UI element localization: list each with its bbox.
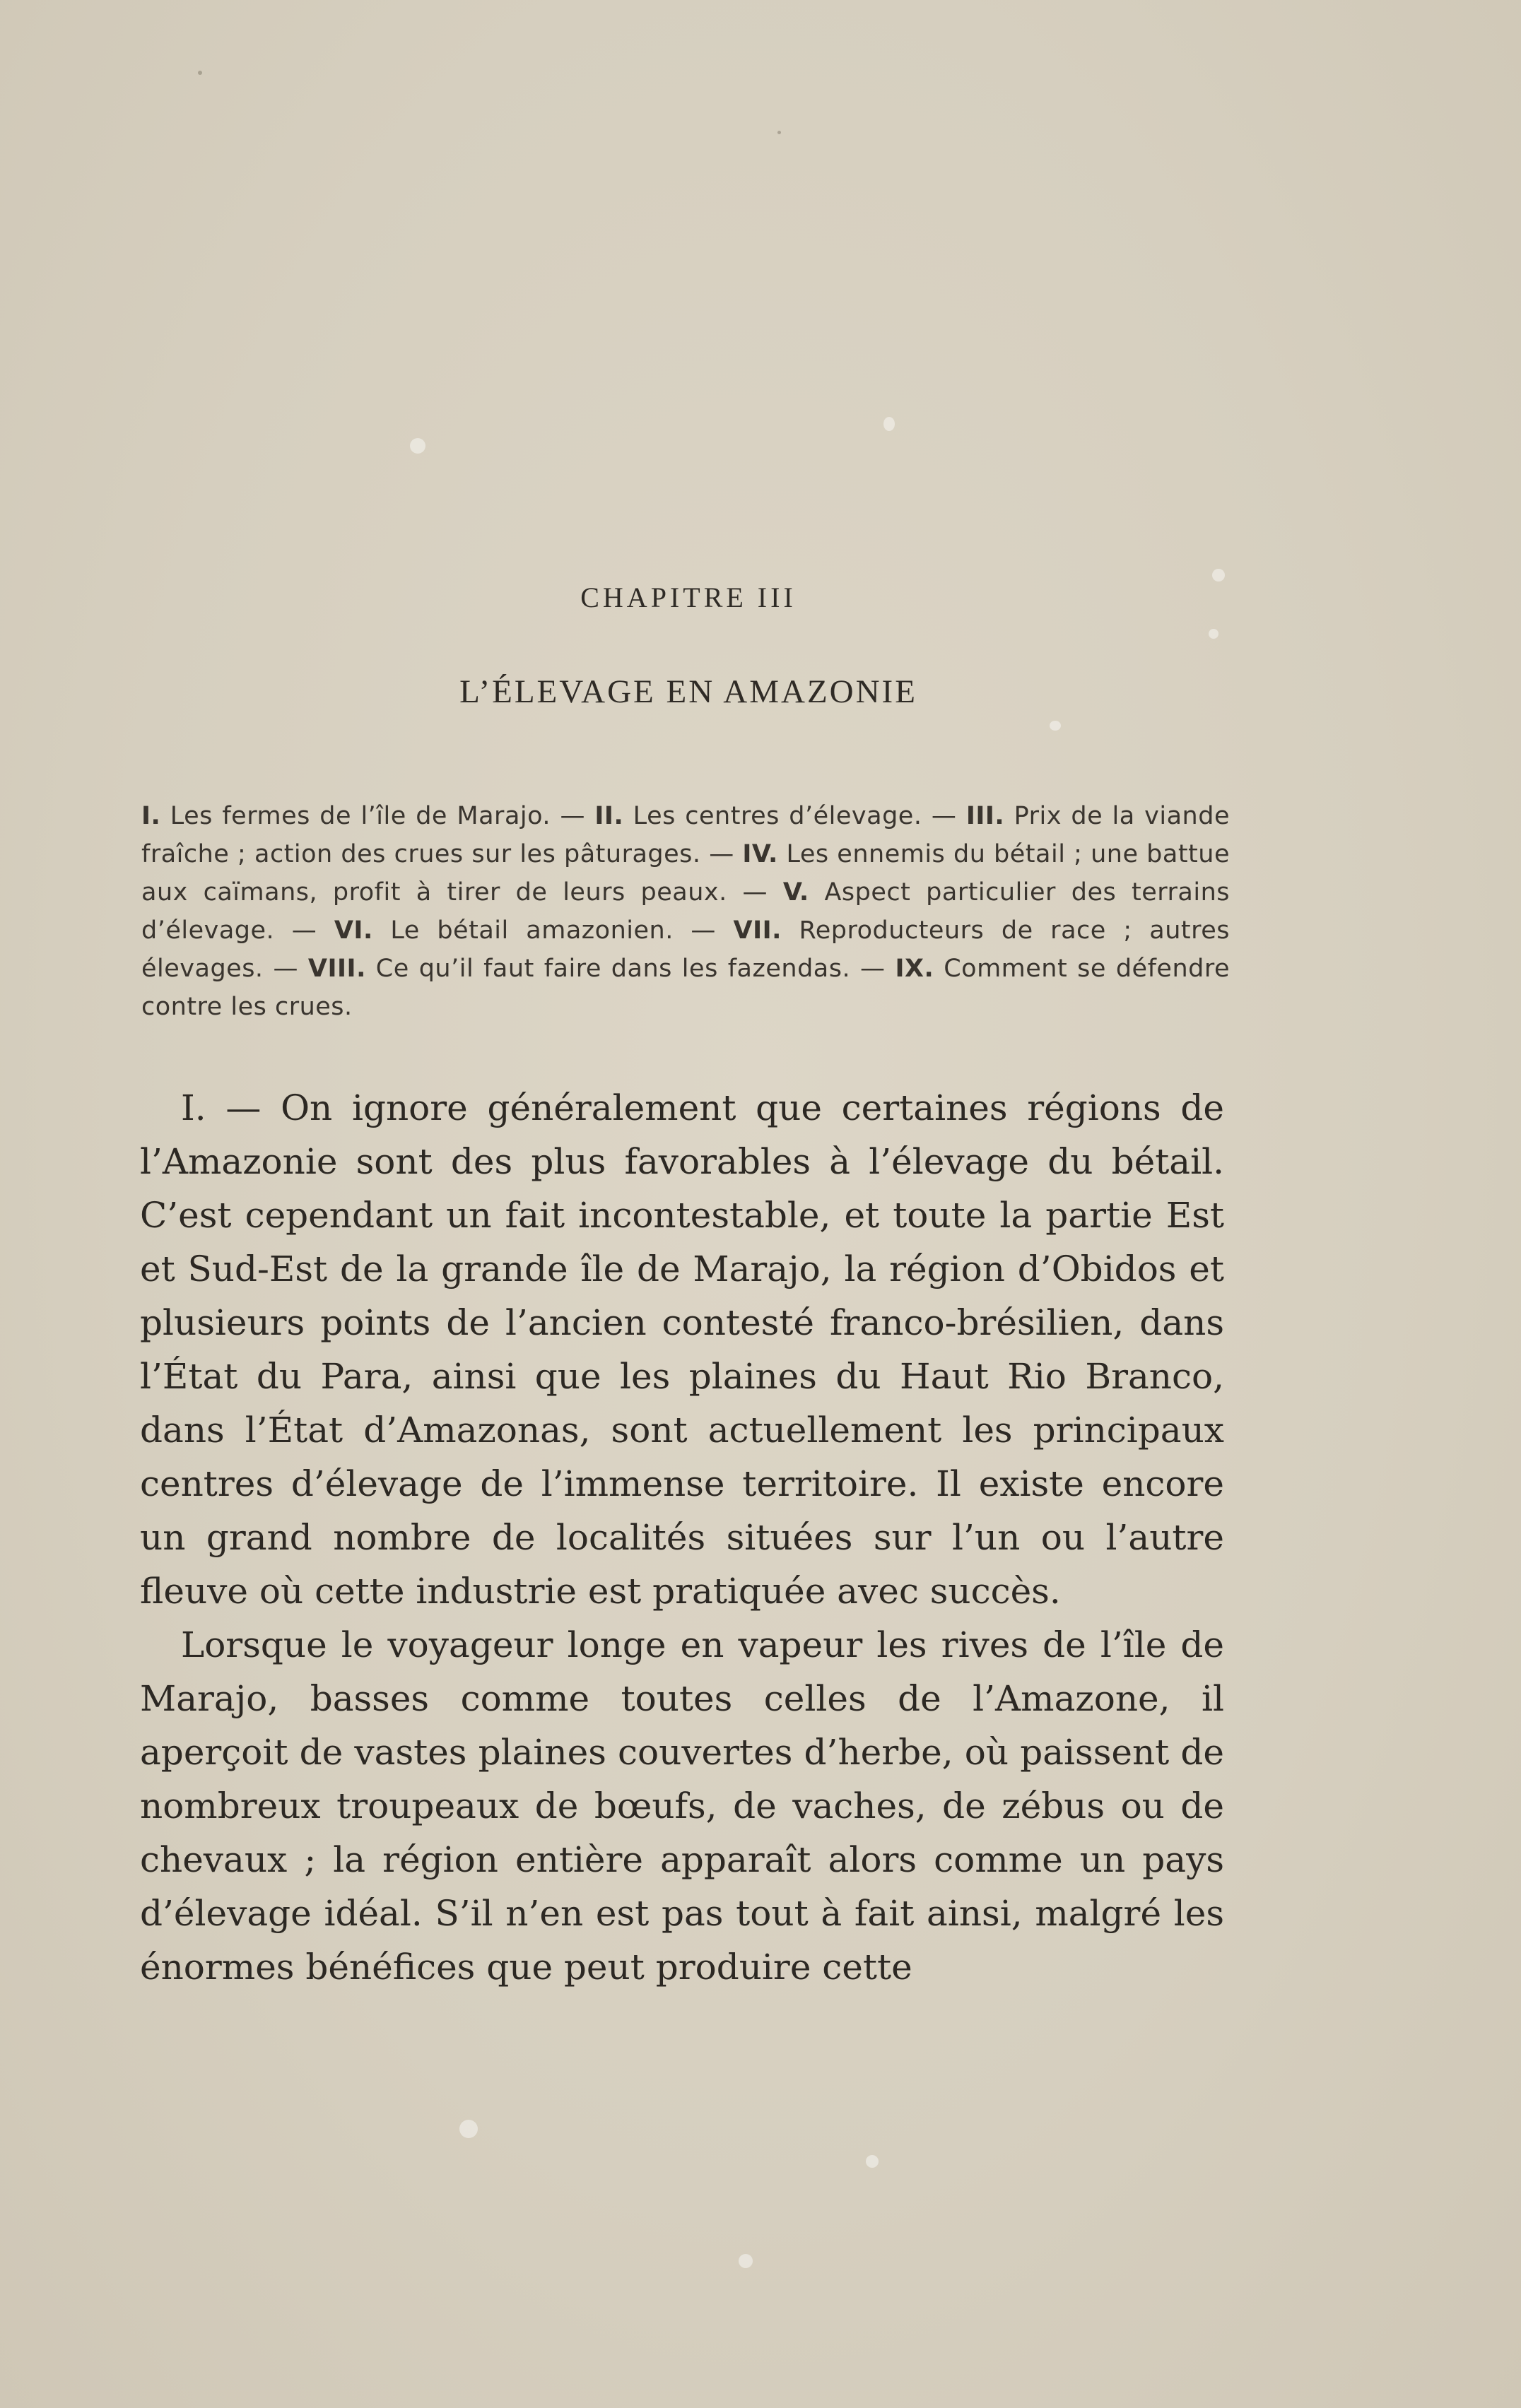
summary-text: Les centres d’élevage. —: [623, 802, 966, 830]
paper-speck: [866, 2155, 879, 2168]
paper-speck: [1209, 629, 1218, 639]
summary-text: Le bétail amazonien. —: [372, 916, 734, 945]
summary-number: VIII.: [307, 955, 366, 983]
body-text: [140, 1081, 1224, 1994]
paper-speck: [410, 438, 425, 454]
summary-text: Les fermes de l’île de Marajo. —: [160, 802, 595, 830]
paper-speck: [1050, 721, 1061, 731]
summary-number: II.: [594, 802, 624, 830]
summary-text: Aspect particulier des terrains d’élevage. —: [141, 878, 1230, 945]
paper-speck: [198, 71, 202, 75]
paper-speck: [1212, 569, 1225, 582]
summary-number: III.: [965, 802, 1005, 830]
summary-number: VII.: [733, 916, 782, 945]
summary-text: Prix de la viande fraîche ; action des crues sur les pâturages. —: [141, 802, 1230, 868]
summary-number: I.: [141, 802, 161, 830]
summary-text: Ce qu’il faut faire dans les fazendas. —: [365, 955, 895, 983]
summary-number: VI.: [334, 916, 373, 945]
paper-speck: [777, 131, 781, 134]
summary-number: V.: [782, 878, 809, 907]
summary-entry: [594, 802, 965, 830]
summary-entry: [308, 955, 895, 983]
paper-speck: [739, 2254, 753, 2268]
summary-number: IX.: [895, 955, 934, 983]
paper-speck: [459, 2120, 478, 2138]
paragraph: Lorsque le voyageur longe en vapeur les rives de l’île de Marajo, basses comme toutes celles de l’Amazone, il aperçoit de vastes plaines couvertes d’herbe, où paissent de nombreux troupeaux de bœufs, de vaches, de zébus ou de chevaux ; la région entière apparaît alors comme un pays d’élevage idéal. S’il n’en est pas tout à fait ainsi, malgré les énormes bénéfices que peut produire cette: [140, 1624, 1224, 1988]
summary-text: Comment se défendre contre les crues.: [141, 955, 1230, 1021]
chapter-title: L’ÉLEVAGE EN AMAZONIE: [459, 673, 917, 710]
summary-text: Les ennemis du bétail ; une battue aux caïmans, profit à tirer de leurs peaux. —: [141, 840, 1230, 907]
summary-entry: [334, 916, 734, 945]
summary-entry: [141, 802, 594, 830]
chapter-summary: [141, 797, 1230, 1026]
chapter-label: CHAPITRE III: [580, 582, 797, 613]
summary-number: IV.: [742, 840, 778, 868]
paragraph: I. — On ignore généralement que certaines régions de l’Amazonie sont des plus favorables à l’élevage du bétail. C’est cependant un fait incontestable, et toute la partie Est et Sud-Est de la grande île de Marajo, la région d’Obidos et plusieurs points de l’ancien contesté franco-brésilien, dans l’État du Para, ainsi que les plaines du Haut Rio Branco, dans l’État d’Amazonas, sont actuellement les principaux centres d’élevage de l’immense territoire. Il existe encore un grand nombre de localités situées sur l’un ou l’autre fleuve où cette industrie est pratiquée avec succès.: [140, 1087, 1224, 1612]
summary-text: Reproducteurs de race ; autres élevages. —: [141, 916, 1231, 983]
paper-speck: [883, 417, 895, 431]
